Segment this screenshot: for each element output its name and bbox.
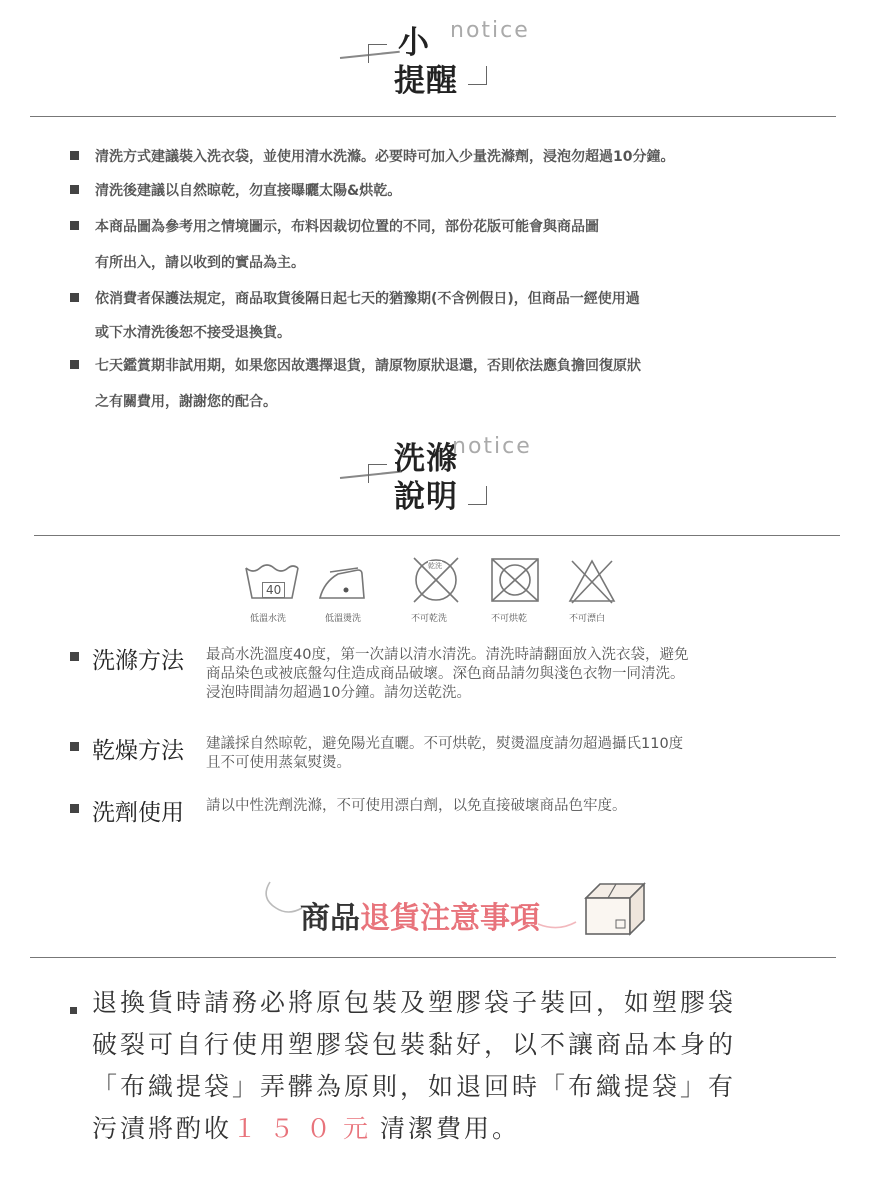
note-item: 清洗後建議以自然晾乾，勿直接曝曬太陽&烘乾。 — [95, 183, 402, 199]
divider-wash — [34, 535, 840, 536]
bracket-bottom-right — [468, 486, 487, 505]
bullet-marker — [70, 1007, 77, 1014]
return-notice-line — [92, 1109, 520, 1145]
wash-section-title: 洗劑使用 — [92, 800, 184, 826]
desc-line: 最高水洗溫度40度，第一次請以清水清洗。清洗時請翻面放入洗衣袋，避免 — [206, 647, 689, 663]
dry-clean-inner-text: 乾洗 — [428, 562, 442, 570]
return-heading-prefix: 商品 — [300, 901, 360, 936]
box-icon — [580, 880, 650, 938]
notice-deco-text: notice — [450, 18, 530, 43]
wash-deco-text: notice — [452, 434, 532, 459]
divider-notice — [30, 116, 836, 117]
wash-heading — [340, 432, 540, 522]
iron-low-icon — [316, 562, 368, 602]
wash-section-desc — [206, 797, 627, 816]
bracket-top-left — [368, 44, 387, 63]
note-item-cont: 有所出入，請以收到的實品為主。 — [95, 255, 305, 271]
note-item: 本商品圖為參考用之情境圖示，布料因裁切位置的不同，部份花版可能會與商品圖 — [95, 219, 599, 235]
note-item: 七天鑑賞期非試用期，如果您因故選擇退貨，請原物原狀退還，否則依法應負擔回復原狀 — [95, 358, 641, 374]
return-notice-line: 退換貨時請務必將原包裝及塑膠袋子裝回，如塑膠袋 — [92, 988, 737, 1017]
return-heading-title — [300, 893, 540, 937]
desc-line: 浸泡時間請勿超過10分鐘。請勿送乾洗。 — [206, 685, 471, 701]
notice-heading-line1: 小 — [398, 25, 430, 61]
return-line-text: 清潔費用。 — [380, 1114, 521, 1143]
bullet-marker — [70, 185, 79, 194]
no-bleach-icon — [566, 557, 618, 605]
return-heading-highlight: 退貨注意事項 — [360, 901, 540, 936]
note-item: 依消費者保護法規定，商品取貨後隔日起七天的猶豫期(不含例假日)，但商品一經使用過 — [95, 291, 640, 307]
wash-section-desc — [206, 646, 688, 703]
bullet-marker — [70, 804, 79, 813]
bullet-marker — [70, 742, 79, 751]
notice-heading — [340, 14, 540, 104]
return-line-text: 污漬將酌收 — [92, 1114, 233, 1143]
care-label: 低溫水洗 — [250, 614, 287, 624]
bullet-marker — [70, 221, 79, 230]
no-tumble-dry-icon — [489, 556, 541, 604]
note-item-cont: 或下水清洗後恕不接受退換貨。 — [95, 325, 291, 341]
desc-line: 且不可使用蒸氣熨燙。 — [206, 755, 351, 771]
return-notice-line: 破裂可自行使用塑膠袋包裝黏好，以不讓商品本身的 — [92, 1030, 737, 1059]
note-item-cont: 之有關費用，謝謝您的配合。 — [95, 394, 277, 410]
wash-heading-line2: 說明 — [394, 479, 458, 515]
note-item: 清洗方式建議裝入洗衣袋，並使用清水洗滌。必要時可加入少量洗滌劑，浸泡勿超過10分鐘。 — [95, 149, 675, 165]
desc-line: 商品染色或被底盤勾住造成商品破壞。深色商品請勿與淺色衣物一同清洗。 — [206, 666, 685, 682]
bullet-marker — [70, 151, 79, 160]
bracket-bottom-right — [468, 66, 487, 85]
wash-heading-line1: 洗滌 — [394, 441, 458, 477]
bullet-marker — [70, 293, 79, 302]
notice-heading-line2: 提醒 — [394, 63, 458, 99]
desc-line: 建議採自然晾乾，避免陽光直曬。不可烘乾，熨燙溫度請勿超過攝氏110度 — [206, 736, 684, 752]
bracket-top-left — [368, 464, 387, 483]
bullet-marker — [70, 360, 79, 369]
desc-line: 請以中性洗劑洗滌，不可使用漂白劑，以免直接破壞商品色牢度。 — [206, 798, 627, 814]
divider-return — [30, 957, 836, 958]
wash-temp-label: 40 — [262, 582, 285, 598]
care-label: 不可漂白 — [569, 614, 606, 624]
care-label: 低溫燙洗 — [325, 614, 362, 624]
care-label: 不可烘乾 — [491, 614, 528, 624]
wash-section-title: 洗滌方法 — [92, 648, 184, 674]
bullet-marker — [70, 652, 79, 661]
return-notice-line: 「布織提袋」弄髒為原則，如退回時「布織提袋」有 — [92, 1072, 737, 1101]
care-label: 不可乾洗 — [411, 614, 448, 624]
wash-section-desc — [206, 735, 683, 773]
cleaning-fee: １５０元 — [232, 1114, 381, 1143]
wash-section-title: 乾燥方法 — [92, 738, 184, 764]
